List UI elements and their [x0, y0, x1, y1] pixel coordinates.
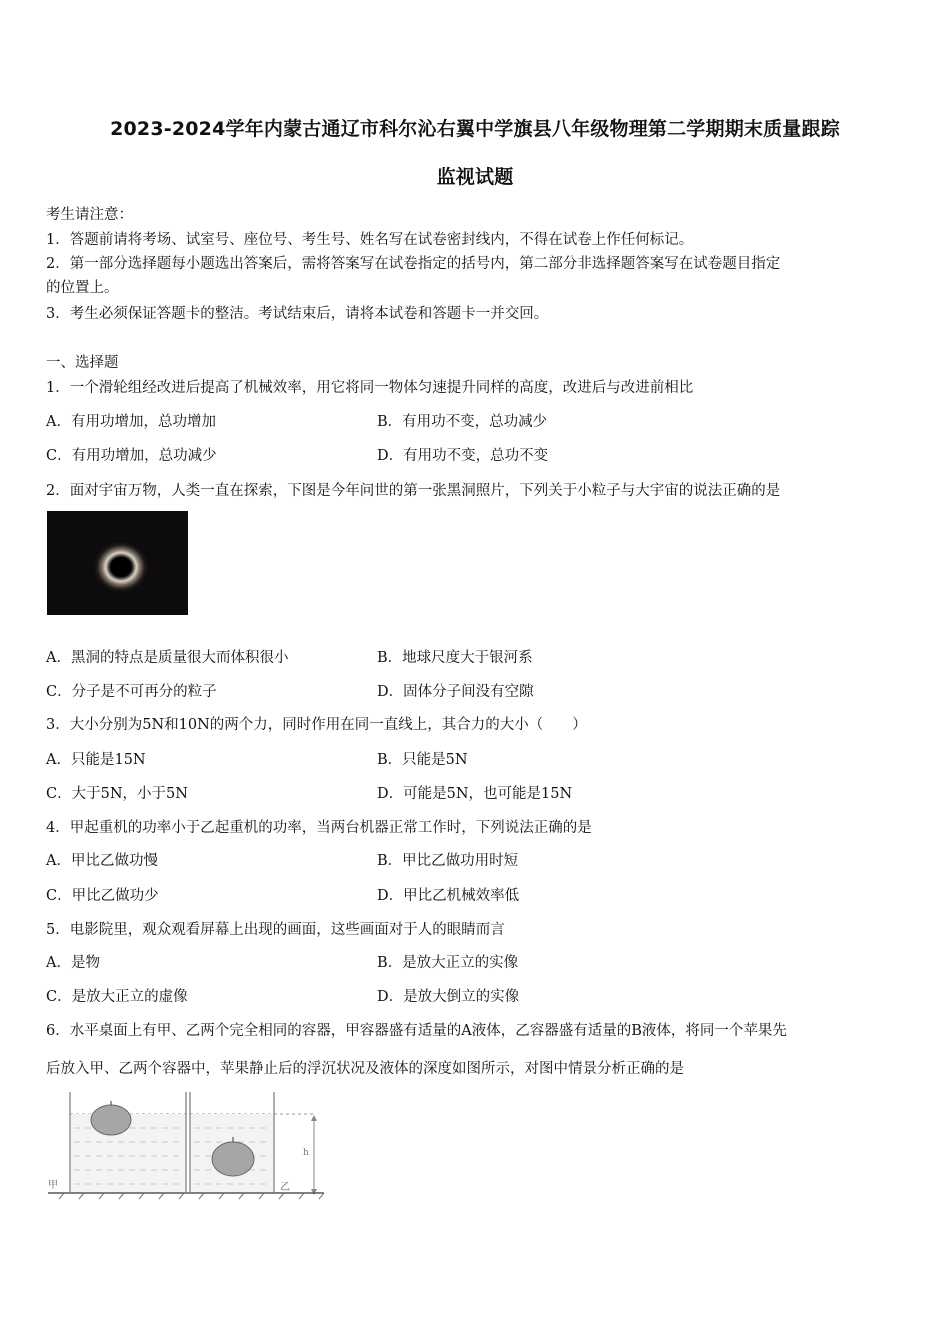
- question-6-stem-line2: 后放入甲、乙两个容器中，苹果静止后的浮沉状况及液体的深度如图所示，对图中情景分析正确的是: [46, 1061, 684, 1077]
- question-2-option-d: D．固体分子间没有空隙: [377, 684, 534, 700]
- question-3-option-c: C．大于5N，小于5N: [46, 786, 188, 802]
- question-1-option-c: C．有用功增加，总功减少: [46, 448, 217, 464]
- question-2-stem: 2．面对宇宙万物，人类一直在探索，下图是今年问世的第一张黑洞照片，下列关于小粒子与大宇宙的说法正确的是: [46, 483, 781, 499]
- question-3-option-d: D．可能是5N，也可能是15N: [377, 786, 573, 802]
- question-5-option-c: C．是放大正立的虚像: [46, 989, 188, 1005]
- question-2-option-a: A．黑洞的特点是质量很大而体积很小: [46, 650, 289, 666]
- question-5-option-d: D．是放大倒立的实像: [377, 989, 520, 1005]
- question-4-option-b: B．甲比乙做功用时短: [377, 853, 519, 869]
- question-1-option-d: D．有用功不变，总功不变: [377, 448, 549, 464]
- question-3-stem: 3．大小分别为5N和10N的两个力，同时作用在同一直线上，其合力的大小（ ）: [46, 717, 587, 733]
- question-3-option-b: B．只能是5N: [377, 752, 468, 768]
- apple-containers-figure: [44, 1088, 329, 1200]
- page-title-line2: 监视试题: [436, 166, 514, 188]
- question-4-option-d: D．甲比乙机械效率低: [377, 888, 520, 904]
- question-4-stem: 4．甲起重机的功率小于乙起重机的功率，当两台机器正常工作时，下列说法正确的是: [46, 820, 592, 836]
- question-5-option-b: B．是放大正立的实像: [377, 955, 519, 971]
- label-h: h: [303, 1148, 309, 1158]
- question-2-option-c: C．分子是不可再分的粒子: [46, 684, 217, 700]
- question-5-stem: 5．电影院里，观众观看屏幕上出现的画面，这些画面对于人的眼睛而言: [46, 922, 505, 938]
- label-yi: 乙: [280, 1182, 290, 1193]
- notice-item: 1．答题前请将考场、试室号、座位号、考生号、姓名写在试卷密封线内，不得在试卷上作任何标记。: [46, 232, 694, 248]
- notice-item: 3．考生必须保证答题卡的整洁。考试结束后，请将本试卷和答题卡一并交回。: [46, 306, 549, 322]
- question-5-option-a: A．是物: [46, 955, 100, 971]
- question-6-stem-line1: 6．水平桌面上有甲、乙两个完全相同的容器，甲容器盛有适量的A液体，乙容器盛有适量的B液体，将同一个苹果先: [46, 1023, 787, 1039]
- label-jia: 甲: [48, 1180, 58, 1191]
- black-hole-photo: [47, 511, 188, 615]
- question-1-stem: 1．一个滑轮组经改进后提高了机械效率，用它将同一物体匀速提升同样的高度，改进后与改进前相比: [46, 380, 694, 396]
- question-4-option-a: A．甲比乙做功慢: [46, 853, 158, 869]
- question-1-option-b: B．有用功不变，总功减少: [377, 414, 548, 430]
- question-2-option-b: B．地球尺度大于银河系: [377, 650, 533, 666]
- notice-item: 2．第一部分选择题每小题选出答案后，需将答案写在试卷指定的括号内，第二部分非选择题答案写在试卷题目指定: [46, 256, 781, 272]
- notice-item: 的位置上。: [46, 280, 119, 296]
- notice-heading: 考生请注意：: [46, 207, 133, 223]
- question-3-option-a: A．只能是15N: [46, 752, 146, 768]
- black-hole-image: [47, 511, 188, 615]
- page-title: 2023-2024学年内蒙古通辽市科尔沁右翼中学旗县八年级物理第二学期期末质量跟踪: [110, 118, 840, 140]
- section-heading: 一、选择题: [46, 355, 119, 371]
- question-4-option-c: C．甲比乙做功少: [46, 888, 159, 904]
- question-1-option-a: A．有用功增加，总功增加: [46, 414, 216, 430]
